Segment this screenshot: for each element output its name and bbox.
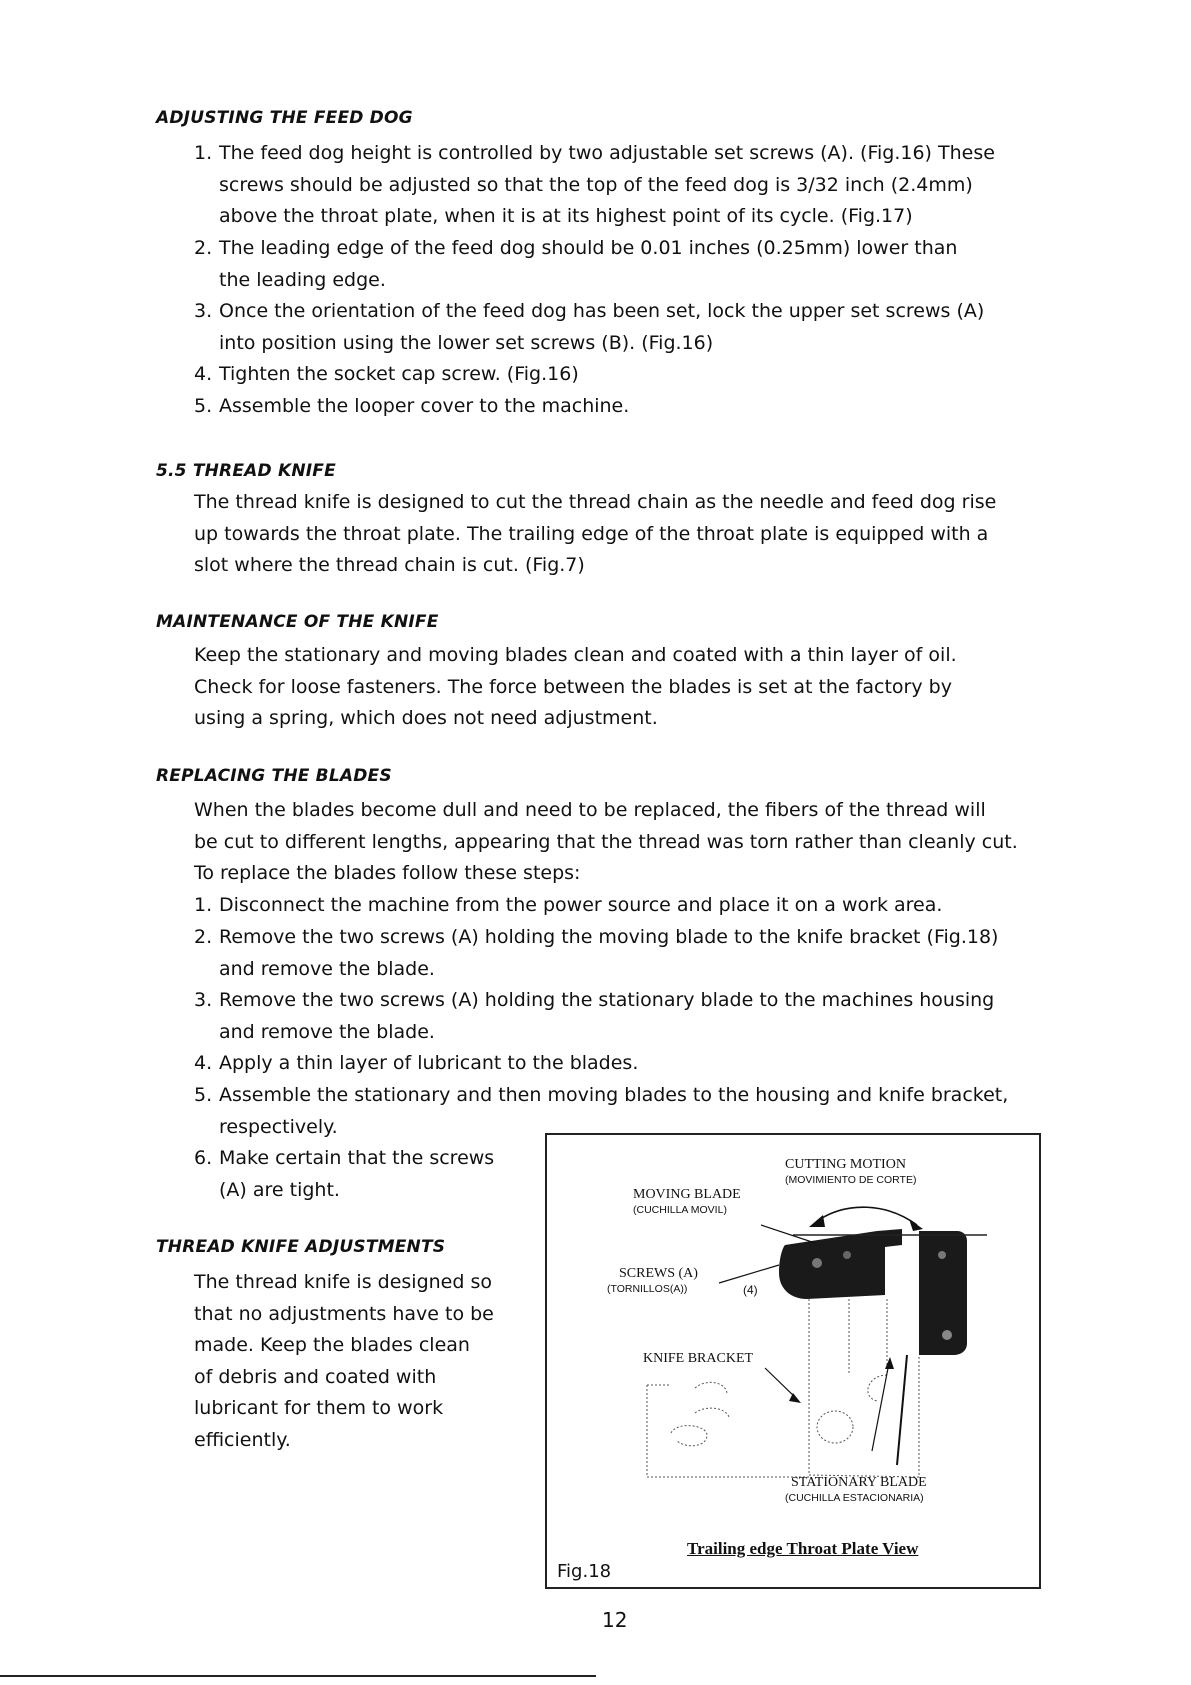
step-text [219, 138, 995, 233]
maintenance-paragraph [194, 640, 957, 735]
paragraph-line: lubricant for them to work [194, 1397, 444, 1420]
step-line: Once the orientation of the feed dog has been set, lock the upper set screws (A) [219, 300, 985, 322]
step-line: Make certain that the screws [219, 1147, 495, 1169]
heading-adjusting-feed-dog: ADJUSTING THE FEED DOG [156, 108, 413, 128]
knife-diagram [547, 1135, 1039, 1587]
paragraph-line: When the blades become dull and need to be replaced, the fibers of the thread will [194, 799, 986, 821]
step-number: 4. [194, 363, 213, 385]
step-text [219, 1048, 638, 1080]
paragraph-line: that no adjustments have to be [194, 1302, 494, 1325]
step-line: respectively. [219, 1115, 338, 1138]
paragraph-line: To replace the blades follow these steps: [194, 862, 581, 885]
step-text [219, 922, 998, 985]
step-line: Tighten the socket cap screw. (Fig.16) [219, 363, 579, 385]
step-number: 6. [194, 1147, 213, 1169]
step-line: The feed dog height is controlled by two adjustable set screws (A). (Fig.16) These [219, 142, 995, 164]
step-line: Remove the two screws (A) holding the stationary blade to the machines housing [219, 989, 995, 1011]
step-line: Assemble the looper cover to the machine. [219, 395, 630, 417]
moving-blade-shape [779, 1229, 902, 1299]
label-stationary-blade: STATIONARY BLADE [791, 1475, 927, 1490]
step-line: Remove the two screws (A) holding the moving blade to the knife bracket (Fig.18) [219, 926, 999, 948]
step-line: above the throat plate, when it is at its highest point of its cycle. (Fig.17) [219, 205, 913, 228]
step-line: Assemble the stationary and then moving blades to the housing and knife bracket, [219, 1084, 1009, 1106]
paragraph-line: The thread knife is designed so [194, 1271, 492, 1293]
thread-knife-paragraph [194, 487, 996, 582]
step-line: The leading edge of the feed dog should be 0.01 inches (0.25mm) lower than [219, 237, 958, 259]
step-number: 1. [194, 894, 213, 916]
label-screws-es: (TORNILLOS(A)) [607, 1283, 688, 1295]
label-moving-blade: MOVING BLADE [633, 1187, 741, 1202]
replacing-paragraph [194, 795, 1018, 890]
adjustments-paragraph [194, 1267, 494, 1457]
step-number: 5. [194, 1084, 213, 1106]
bottom-rule [0, 1675, 596, 1677]
heading-maintenance: MAINTENANCE OF THE KNIFE [156, 612, 439, 632]
step-text [219, 1143, 494, 1206]
cutting-motion-arrow [817, 1207, 917, 1225]
knife-bracket-leader [765, 1368, 797, 1399]
label-stationary-blade-es: (CUCHILLA ESTACIONARIA) [785, 1492, 924, 1504]
label-knife-bracket: KNIFE BRACKET [643, 1351, 754, 1366]
paragraph-line: The thread knife is designed to cut the thread chain as the needle and feed dog rise [194, 491, 997, 513]
step-number: 5. [194, 395, 213, 417]
step-line: (A) are tight. [219, 1178, 340, 1201]
paragraph-line: using a spring, which does not need adjustment. [194, 707, 658, 730]
heading-knife-adjustments: THREAD KNIFE ADJUSTMENTS [156, 1237, 446, 1257]
paragraph-line: of debris and coated with [194, 1365, 437, 1388]
label-moving-blade-es: (CUCHILLA MOVIL) [633, 1204, 727, 1216]
step-number: 1. [194, 142, 213, 164]
step-line: screws should be adjusted so that the top of the feed dog is 3/32 inch (2.4mm) [219, 173, 973, 196]
heading-replacing-blades: REPLACING THE BLADES [156, 766, 392, 786]
step-number: 3. [194, 300, 213, 322]
step-number: 4. [194, 1052, 213, 1074]
paragraph-line: Keep the stationary and moving blades clean and coated with a thin layer of oil. [194, 644, 957, 666]
step-line: Disconnect the machine from the power source and place it on a work area. [219, 894, 943, 916]
step-text [219, 359, 579, 391]
label-cutting-motion-es: (MOVIMIENTO DE CORTE) [785, 1174, 917, 1186]
screws-leader [719, 1265, 779, 1283]
paragraph-line: efficiently. [194, 1428, 291, 1451]
label-cutting-motion: CUTTING MOTION [785, 1157, 906, 1172]
step-number: 2. [194, 926, 213, 948]
step-text [219, 985, 994, 1048]
paragraph-line: be cut to different lengths, appearing that the thread was torn rather than cleanly cut. [194, 830, 1018, 853]
paragraph-line: up towards the throat plate. The trailing edge of the throat plate is equipped with a [194, 522, 989, 545]
step-line: Apply a thin layer of lubricant to the blades. [219, 1052, 639, 1074]
paragraph-line: made. Keep the blades clean [194, 1334, 470, 1357]
step-text [219, 391, 629, 423]
label-screws-count: (4) [743, 1283, 758, 1297]
step-line: and remove the blade. [219, 1020, 435, 1043]
step-number: 3. [194, 989, 213, 1011]
moving-blade-leader [761, 1225, 815, 1243]
step-text [219, 890, 942, 922]
paragraph-line: Check for loose fasteners. The force between the blades is set at the factory by [194, 675, 952, 698]
heading-thread-knife: 5.5 THREAD KNIFE [156, 461, 336, 481]
figure-caption: Trailing edge Throat Plate View [687, 1539, 919, 1558]
step-text [219, 296, 984, 359]
step-line: into position using the lower set screws (B). (Fig.16) [219, 331, 714, 354]
step-line: the leading edge. [219, 268, 386, 291]
stationary-blade-leader [872, 1363, 889, 1451]
page-number: 12 [602, 1608, 628, 1632]
step-number: 2. [194, 237, 213, 259]
step-text [219, 233, 957, 296]
label-screws: SCREWS (A) [619, 1266, 698, 1281]
figure-number: Fig.18 [557, 1561, 612, 1582]
figure-18 [545, 1133, 1041, 1589]
paragraph-line: slot where the thread chain is cut. (Fig.7) [194, 554, 585, 577]
knife-bracket-outline [809, 1299, 919, 1477]
step-line: and remove the blade. [219, 957, 435, 980]
